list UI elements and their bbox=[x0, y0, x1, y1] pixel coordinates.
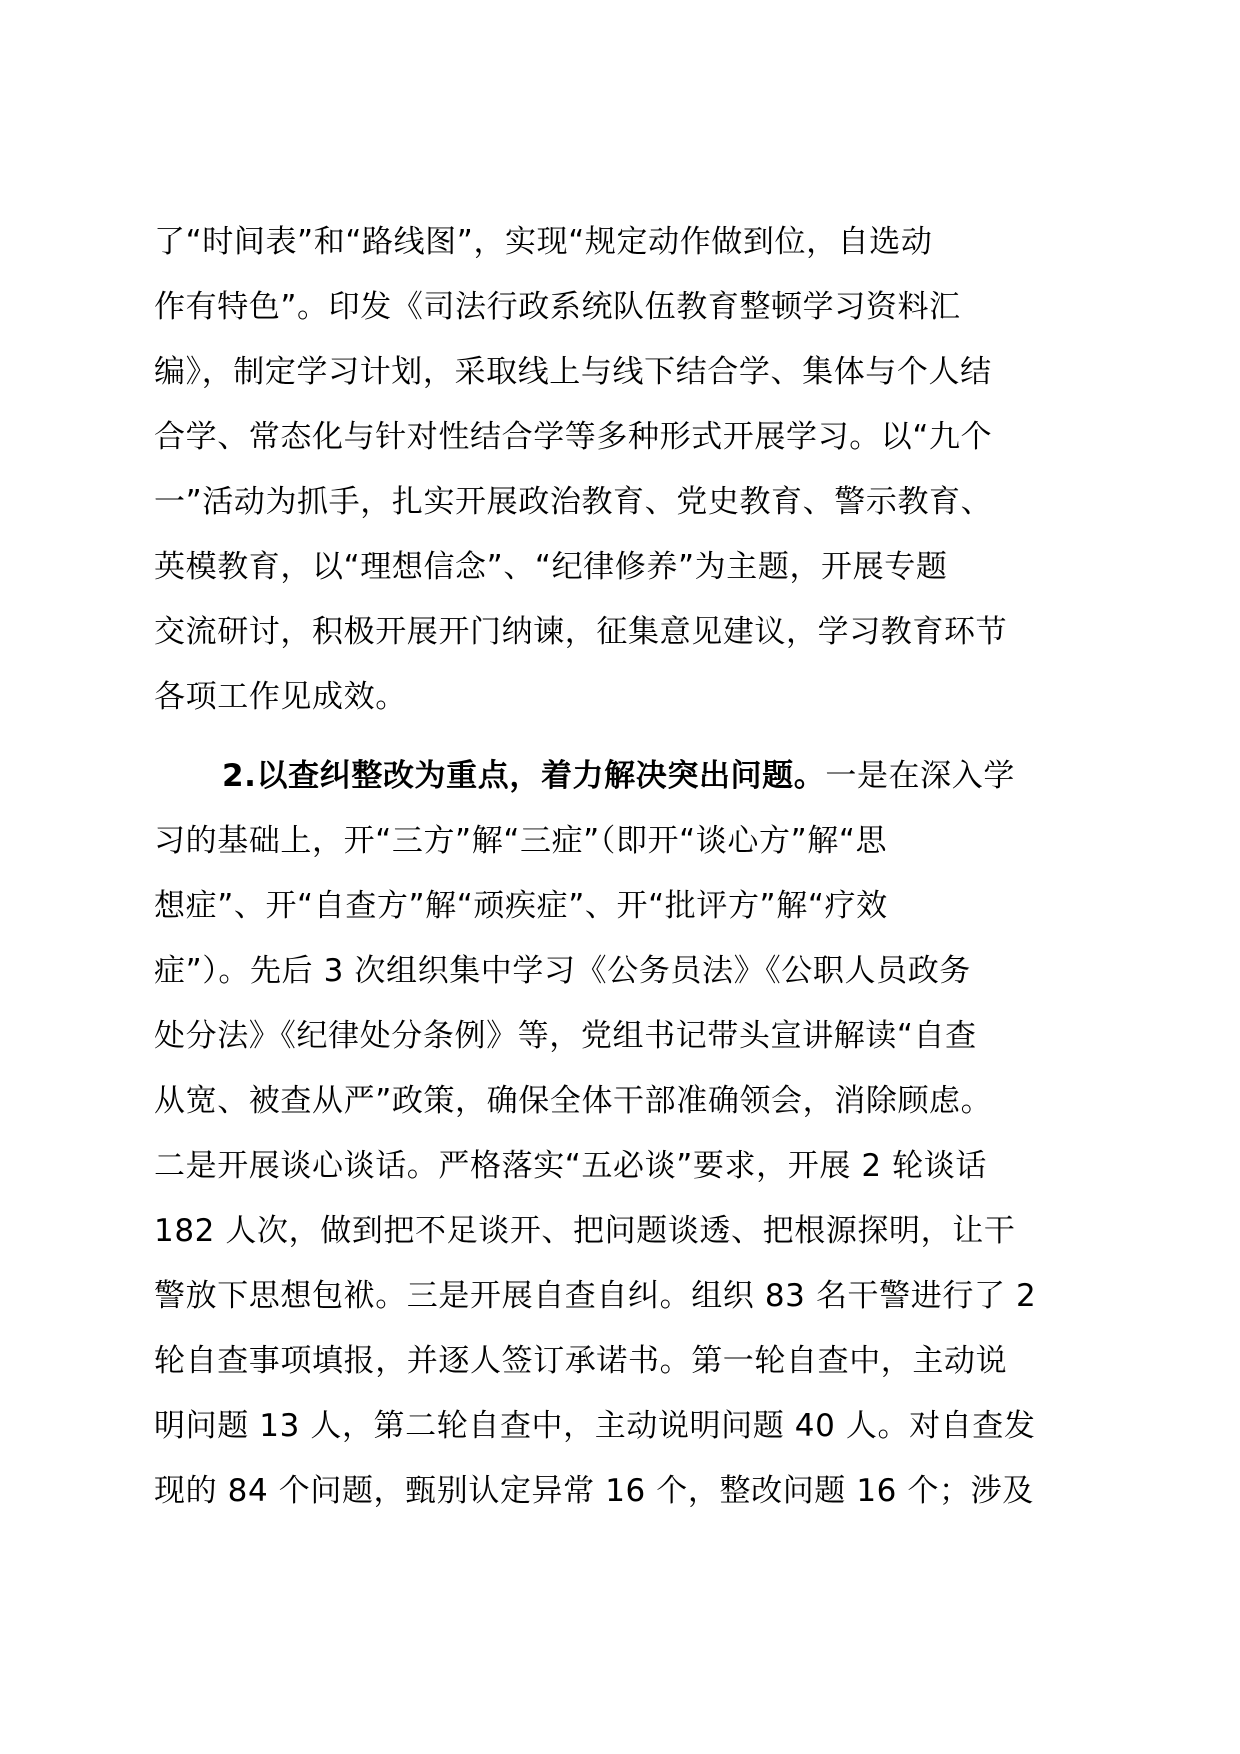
text-line: 英模教育，以“理想信念”、“纪律修养”为主题，开展专题 bbox=[154, 549, 948, 585]
text-fragment: 一是在深入学 bbox=[825, 758, 1015, 794]
document-body bbox=[154, 210, 1094, 1524]
text-line: 各项工作见成效。 bbox=[154, 679, 407, 715]
paragraph-gap bbox=[154, 730, 1094, 744]
text-line: 处分法》《纪律处分条例》等，党组书记带头宣讲解读“自查 bbox=[154, 1018, 977, 1054]
text-line: 182 人次，做到把不足谈开、把问题谈透、把根源探明，让干 bbox=[154, 1213, 1016, 1249]
paragraph-2-first-line bbox=[154, 744, 1094, 809]
text-line: 编》，制定学习计划，采取线上与线下结合学、集体与个人结 bbox=[154, 354, 992, 390]
text-line: 明问题 13 人，第二轮自查中，主动说明问题 40 人。对自查发 bbox=[154, 1408, 1036, 1444]
text-line: 想症”、开“自查方”解“顽疾症”、开“批评方”解“疗效 bbox=[154, 888, 888, 924]
text-line: 警放下思想包袱。三是开展自查自纠。组织 83 名干警进行了 2 bbox=[154, 1278, 1037, 1314]
text-line: 作有特色”。印发《司法行政系统队伍教育整顿学习资料汇 bbox=[154, 289, 961, 325]
text-line: 从宽、被查从严”政策，确保全体干部准确领会，消除顾虑。 bbox=[154, 1083, 993, 1119]
text-line: 二是开展谈心谈话。严格落实“五必谈”要求，开展 2 轮谈话 bbox=[154, 1148, 987, 1184]
text-line: 合学、常态化与针对性结合学等多种形式开展学习。以“九个 bbox=[154, 419, 993, 455]
text-line: 交流研讨，积极开展开门纳谏，征集意见建议，学习教育环节 bbox=[154, 614, 1008, 650]
text-line: 一”活动为抓手，扎实开展政治教育、党史教育、警示教育、 bbox=[154, 484, 993, 520]
text-line: 现的 84 个问题，甄别认定异常 16 个，整改问题 16 个；涉及 bbox=[154, 1473, 1034, 1509]
text-line: 症”）。先后 3 次组织集中学习《公务员法》《公职人员政务 bbox=[154, 953, 971, 989]
paragraph-2 bbox=[154, 744, 1094, 1524]
text-line: 习的基础上，开“三方”解“三症”（即开“谈心方”解“思 bbox=[154, 823, 888, 859]
text-line: 轮自查事项填报，并逐人签订承诺书。第一轮自查中，主动说 bbox=[154, 1343, 1008, 1379]
text-line: 了“时间表”和“路线图”，实现“规定动作做到位，自选动 bbox=[154, 224, 933, 260]
section-heading: 2.以查纠整改为重点，着力解决突出问题。 bbox=[222, 758, 826, 794]
paragraph-1 bbox=[154, 210, 1094, 730]
